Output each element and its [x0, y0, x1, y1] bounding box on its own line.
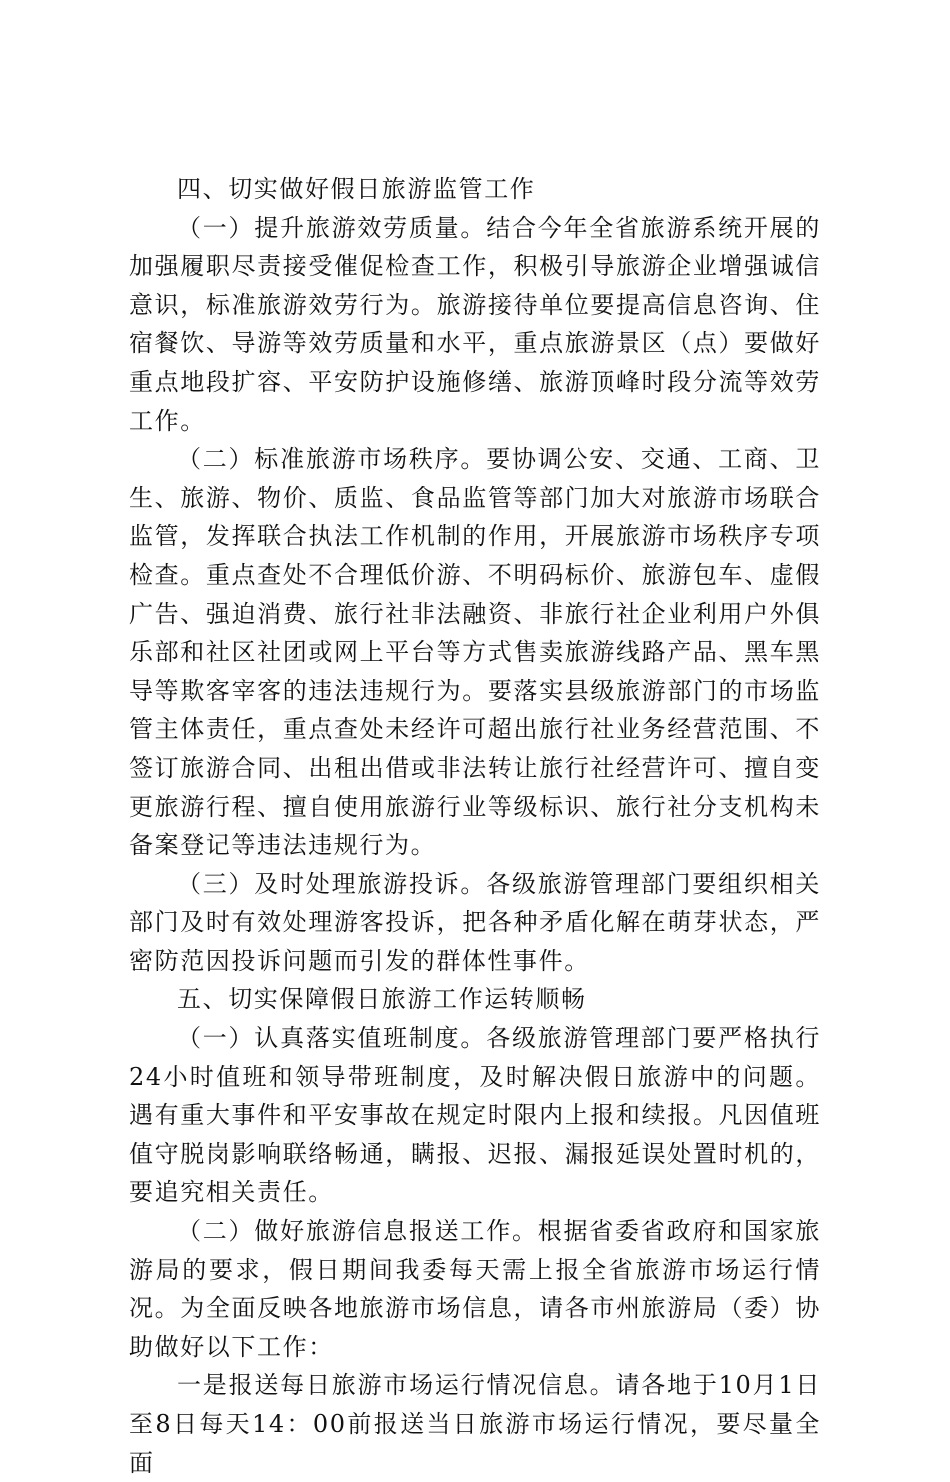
paragraph-complaints: （三）及时处理旅游投诉。各级旅游管理部门要组织相关部门及时有效处理游客投诉，把各种矛盾化解在萌芽状态，严密防范因投诉问题而引发的群体性事件。: [129, 869, 821, 975]
paragraph-service-quality: （一）提升旅游效劳质量。结合今年全省旅游系统开展的加强履职尽责接受催促检查工作，积极引导旅游企业增强诚信意识，标准旅游效劳行为。旅游接待单位要提高信息咨询、住宿餐饮、导游等效劳质量和水平，重点旅游景区（点）要做好重点地段扩容、平安防护设施修缮、旅游顶峰时段分流等效劳工作。: [129, 213, 821, 435]
section-heading-5: 五、切实保障假日旅游工作运转顺畅: [177, 985, 587, 1014]
section-heading-4: 四、切实做好假日旅游监管工作: [177, 175, 536, 203]
paragraph-market-order: （二）标准旅游市场秩序。要协调公安、交通、工商、卫生、旅游、物价、质监、食品监管等部门加大对旅游市场联合监管，发挥联合执法工作机制的作用，开展旅游市场秩序专项检查。重点查处不合理低价游、不明码标价、旅游包车、虚假广告、强迫消费、旅行社非法融资、非旅行社企业利用户外俱乐部和社区社团或网上平台等方式售卖旅游线路产品、黑车黑导等欺客宰客的违法违规行为。要落实县级旅游部门的市场监管主体责任，重点查处未经许可超出旅行社业务经营范围、不签订旅游合同、出租出借或非法转让旅行社经营许可、擅自变更旅游行程、擅自使用旅游行业等级标识、旅行社分支机构未备案登记等违法违规行为。: [129, 445, 821, 860]
paragraph-info-reporting: （二）做好旅游信息报送工作。根据省委省政府和国家旅游局的要求，假日期间我委每天需上报全省旅游市场运行情况。为全面反映各地旅游市场信息，请各市州旅游局（委）协助做好以下工作：: [129, 1217, 821, 1361]
document-body: [129, 170, 821, 1482]
paragraph-daily-report: 一是报送每日旅游市场运行情况信息。请各地于10月1日至8日每天14：00前报送当日旅游市场运行情况，要尽量全面: [129, 1371, 821, 1477]
paragraph-duty-system: （一）认真落实值班制度。各级旅游管理部门要严格执行24小时值班和领导带班制度，及时解决假日旅游中的问题。遇有重大事件和平安事故在规定时限内上报和续报。凡因值班值守脱岗影响联络畅通，瞒报、迟报、漏报延误处置时机的，要追究相关责任。: [129, 1024, 821, 1207]
